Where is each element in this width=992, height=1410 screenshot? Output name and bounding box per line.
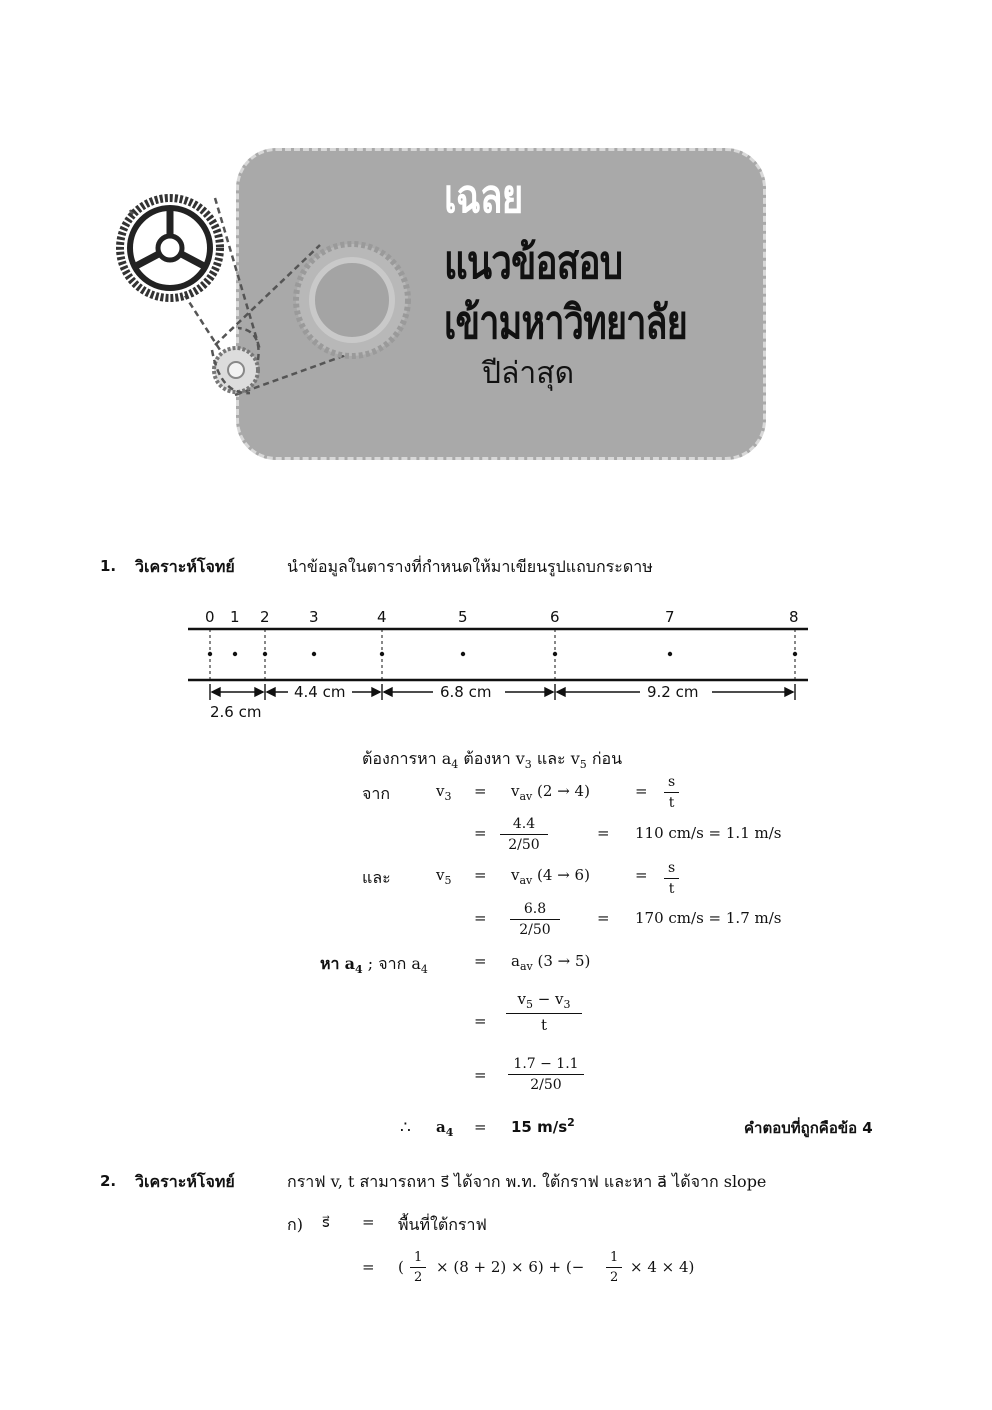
equals-sign: = xyxy=(635,866,648,884)
a4-average-expression: $a_{av}$ (3 → 5) xyxy=(511,952,591,973)
a4-symbol: $a_4$ xyxy=(436,1118,454,1139)
equals-sign: = xyxy=(474,1012,487,1030)
tape-tick-3: 3 xyxy=(309,608,319,626)
and-text: และ xyxy=(536,749,566,768)
v5-fraction xyxy=(510,901,560,938)
from-text: จาก xyxy=(378,954,407,973)
find-a4-line: หา $a_4$ ; จาก $a_4$ xyxy=(320,954,428,977)
v3-symbol: $v_3$ xyxy=(436,782,452,803)
intro-text-a: กราฟ v, t สามารถหา xyxy=(287,1172,436,1191)
and-label: และ xyxy=(362,868,391,887)
part-label: ก) xyxy=(287,1215,303,1234)
banner-subtitle: ปีล่าสุด xyxy=(482,356,575,391)
v3-fraction-denominator: 2/50 xyxy=(508,837,540,853)
tape-tick-2: 2 xyxy=(260,608,270,626)
solution-line-need: ต้องการหา $a_4$ ต้องหา $v_3$ และ $v_5$ ก่อน xyxy=(362,749,623,772)
acceleration-fraction xyxy=(508,1056,584,1093)
area-expression-1: × (8 + 2) × 6) + (− xyxy=(436,1258,585,1276)
acceleration-fraction-numerator: 1.7 − 1.1 xyxy=(508,1056,584,1075)
intro-text-c: ได้จาก slope xyxy=(672,1172,767,1191)
equals-sign: = xyxy=(474,866,487,884)
from-label: จาก xyxy=(362,784,391,803)
question-intro: กราฟ v, t สามารถหา s⃗ ได้จาก พ.ท. ใต้กราฟ และหา a⃗ ได้จาก slope xyxy=(287,1172,767,1191)
v3-result: 110 cm/s = 1.1 m/s xyxy=(635,824,782,842)
equals-sign: = xyxy=(474,1118,487,1136)
area-under-graph-label: พื้นที่ใต้กราฟ xyxy=(398,1215,487,1234)
tape-tick-4: 4 xyxy=(377,608,387,626)
distance-label-2: 4.4 cm xyxy=(294,683,346,701)
v3-average-expression: $v_{av}$ (2 → 4) xyxy=(511,782,590,803)
s-over-t-fraction: $\frac{s}{t}$ xyxy=(664,860,679,897)
equals-sign: = xyxy=(362,1213,375,1231)
s-over-t-fraction: $\frac{s}{t}$ xyxy=(664,774,679,811)
find-text: หา xyxy=(320,954,340,973)
tape-tick-1: 1 xyxy=(230,608,240,626)
area-expression-2: × 4 × 4) xyxy=(630,1258,695,1276)
tape-tick-0: 0 xyxy=(205,608,215,626)
one-half-fraction: $\frac{1}{2}$ xyxy=(606,1250,622,1285)
tape-tick-6: 6 xyxy=(550,608,560,626)
v3-fraction xyxy=(500,816,548,853)
a4-value-text: 15 m/s xyxy=(511,1118,568,1136)
velocity-difference-fraction: $\frac{v_5 - v_3}{t}$ xyxy=(506,990,582,1034)
question-heading: วิเคราะห์โจทย์ xyxy=(135,1172,235,1191)
therefore-symbol: ∴ xyxy=(400,1118,411,1138)
ticker-tape xyxy=(180,600,820,730)
question-number: 1. xyxy=(100,557,117,575)
equals-sign: = xyxy=(597,824,610,842)
distance-label-4: 9.2 cm xyxy=(647,683,699,701)
banner-title-1: เฉลย xyxy=(444,169,523,223)
equals-sign: = xyxy=(362,1258,375,1276)
before-text: ก่อน xyxy=(591,749,623,768)
a4-value: 15 $m/s^2$ xyxy=(511,1116,575,1136)
v3-fraction-numerator: 4.4 xyxy=(500,816,548,835)
v5-fraction-denominator: 2/50 xyxy=(519,922,551,938)
question-number: 2. xyxy=(100,1172,117,1190)
tape-tick-5: 5 xyxy=(458,608,468,626)
distance-label-1: 2.6 cm xyxy=(210,703,262,721)
need2-text: ต้องหา xyxy=(463,749,511,768)
answer-label: คำตอบที่ถูกคือข้อ 4 xyxy=(744,1119,873,1137)
equals-sign: = xyxy=(474,1066,487,1084)
equals-sign: = xyxy=(597,909,610,927)
banner-title-2: แนวข้อสอบ xyxy=(444,235,623,289)
distance-label-3: 6.8 cm xyxy=(440,683,492,701)
tape-tick-7: 7 xyxy=(665,608,675,626)
acceleration-fraction-denominator: 2/50 xyxy=(530,1077,562,1093)
equals-sign: = xyxy=(474,952,487,970)
v5-fraction-numerator: 6.8 xyxy=(510,901,560,920)
need-text: ต้องการหา xyxy=(362,749,437,768)
v5-average-expression: $v_{av}$ (4 → 6) xyxy=(511,866,590,887)
equals-sign: = xyxy=(474,909,487,927)
tape-tick-8: 8 xyxy=(789,608,799,626)
v5-result: 170 cm/s = 1.7 m/s xyxy=(635,909,782,927)
equals-sign: = xyxy=(635,782,648,800)
equals-sign: = xyxy=(474,824,487,842)
intro-text-b: ได้จาก พ.ท. ใต้กราฟ และหา xyxy=(454,1172,653,1191)
question-heading: วิเคราะห์โจทย์ xyxy=(135,557,235,576)
displacement-symbol: s⃗ xyxy=(322,1213,330,1231)
equals-sign: = xyxy=(474,782,487,800)
one-half-fraction: $\frac{1}{2}$ xyxy=(410,1250,426,1285)
banner-title-3: เข้ามหาวิทยาลัย xyxy=(444,295,688,349)
area-expression-open: ( xyxy=(398,1258,404,1276)
gear-illustration xyxy=(110,180,430,410)
v5-symbol: $v_5$ xyxy=(436,866,452,887)
question-intro: นำข้อมูลในตารางที่กำหนดให้มาเขียนรูปแถบกระดาษ xyxy=(287,557,653,576)
